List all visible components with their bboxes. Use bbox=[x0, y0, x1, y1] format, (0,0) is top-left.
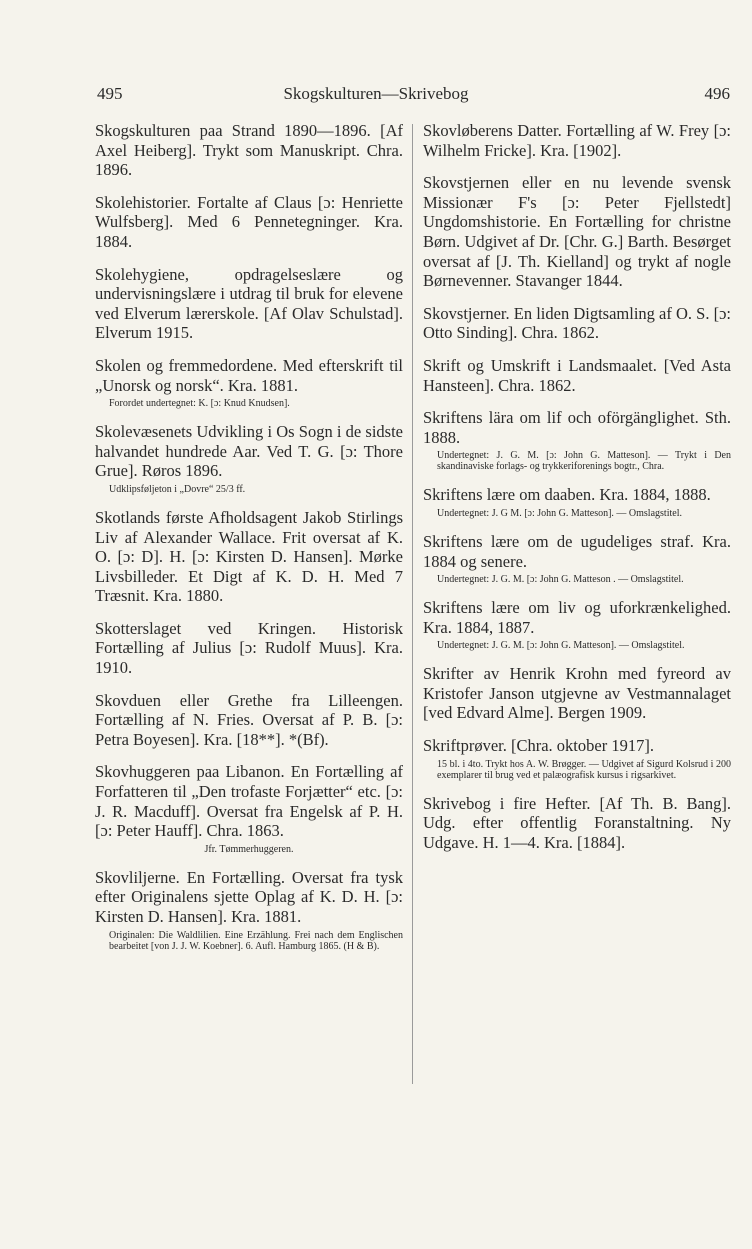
left-column bbox=[95, 121, 403, 965]
catalog-entry: Skriftens lära om lif och oförgänglighet. Sth. 1888. Undertegnet: J. G. M. [ɔ: John G. Matteson]. — Trykt i Den skandinaviske forlags- og trykkeriforenings bogtr., Chra. bbox=[423, 408, 731, 473]
column-divider bbox=[412, 124, 413, 1084]
catalog-entry: Skolen og fremmedordene. Med efterskrift til „Unorsk og norsk“. Kra. 1881. Forordet undertegnet: K. [ɔ: Knud Knudsen]. bbox=[95, 355, 403, 410]
catalog-entry: Skovstjerner. En liden Digtsamling af O. S. [ɔ: Otto Sinding]. Chra. 1862. bbox=[423, 303, 731, 343]
entry-note: Forordet undertegnet: K. [ɔ: Knud Knudsen]. bbox=[109, 398, 290, 410]
catalog-entry: Skovstjernen eller en nu levende svensk Missionær F's [ɔ: Peter Fjellstedt] Ungdomshistorie. En Fortælling for christne Børn. Udgivet af Dr. [Chr. G.] Barth. Besørget oversat af [J. Th. Kielland] og trykt af nogle Børnevenner. Stavanger 1844. bbox=[423, 173, 731, 291]
catalog-entry: Skovliljerne. En Fortælling. Oversat fra tysk efter Originalens sjette Oplag af K. D. H. [ɔ: Kirsten D. Hansen]. Kra. 1881. Originalen: Die Waldlilien. Eine Erzählung. Frei nach dem Englischen bearbeitet [von J. J. W. Koebner]. 6. Aufl. Hamburg 1865. (H & B). bbox=[95, 867, 403, 952]
entry-note: Jfr. Tømmerhuggeren. bbox=[204, 843, 294, 855]
entry-note: Originalen: Die Waldlilien. Eine Erzählung. Frei nach dem Englischen bearbeitet [von J. J. W. Koebner]. 6. Aufl. Hamburg 1865. (H & B). bbox=[109, 929, 403, 952]
entry-note: Udklipsføljeton i „Dovre“ 25/3 ff. bbox=[109, 483, 246, 495]
catalog-entry: Skogskulturen paa Strand 1890—1896. [Af Axel Heiberg]. Trykt som Manuskript. Chra. 1896. bbox=[95, 121, 403, 180]
catalog-entry: Skrivebog i fire Hefter. [Af Th. B. Bang]. Udg. efter offentlig Foranstaltning. Ny Udgave. H. 1—4. Kra. [1884]. bbox=[423, 793, 731, 852]
catalog-entry: Skovduen eller Grethe fra Lilleengen. Fortælling af N. Fries. Oversat af P. B. [ɔ: Petra Boyesen]. Kra. [18**]. *(Bf). bbox=[95, 690, 403, 749]
entry-note: Undertegnet: J. G. M. [ɔ: John G. Matteson]. — Omslagstitel. bbox=[437, 640, 685, 652]
catalog-entry: Skriftens lære om liv og uforkrænkelighed. Kra. 1884, 1887. Undertegnet: J. G. M. [ɔ: John G. Matteson]. — Omslagstitel. bbox=[423, 598, 731, 652]
entry-note: 15 bl. i 4to. Trykt hos A. W. Brøgger. — Udgivet af Sigurd Kolsrud i 200 exemplarer til brug ved et palæografisk kursus i rigsarkivet. bbox=[437, 758, 731, 781]
catalog-entry: Skolehistorier. Fortalte af Claus [ɔ: Henriette Wulfsberg]. Med 6 Pennetegninger. Kra. 1884. bbox=[95, 192, 403, 251]
running-title: Skogskulturen—Skrivebog bbox=[283, 84, 469, 103]
right-column bbox=[423, 121, 731, 865]
page-header bbox=[0, 84, 752, 108]
catalog-entry: Skovløberens Datter. Fortælling af W. Frey [ɔ: Wilhelm Fricke]. Kra. [1902]. bbox=[423, 121, 731, 160]
catalog-entry: Skriftprøver. [Chra. oktober 1917]. 15 bl. i 4to. Trykt hos A. W. Brøgger. — Udgivet af Sigurd Kolsrud i 200 exemplarer til brug ved et palæografisk kursus i rigsarkivet. bbox=[423, 736, 731, 781]
catalog-entry: Skriftens lære om daaben. Kra. 1884, 1888. Undertegnet: J. G M. [ɔ: John G. Matteson]. — Omslagstitel. bbox=[423, 485, 731, 519]
catalog-entry: Skotlands første Afholdsagent Jakob Stirlings Liv af Alexander Wallace. Frit oversat af K. O. [ɔ: D]. H. [ɔ: Kirsten D. Hansen]. Mørke Livsbilleder. Et Digt af K. D. H. Med 7 Træsnit. Kra. 1880. bbox=[95, 507, 403, 606]
entry-note: Undertegnet: J. G M. [ɔ: John G. Matteson]. — Omslagstitel. bbox=[437, 507, 682, 519]
catalog-entry: Skolehygiene, opdragelseslære og undervisningslære i utdrag til bruk for elevene ved Elverum lærerskole. [Af Olav Schulstad]. Elverum 1915. bbox=[95, 264, 403, 343]
catalog-entry: Skriftens lære om de ugudeliges straf. Kra. 1884 og senere. Undertegnet: J. G. M. [ɔ: John G. Matteson . — Omslagstitel. bbox=[423, 531, 731, 586]
catalog-entry: Skolevæsenets Udvikling i Os Sogn i de sidste halvandet hundrede Aar. Ved T. G. [ɔ: Thore Grue]. Røros 1896. Udklipsføljeton i „Dovre“ 25/3 ff. bbox=[95, 422, 403, 495]
catalog-entry: Skrifter av Henrik Krohn med fyreord av Kristofer Janson utgjevne av Vestmannalaget [ved Edvard Alme]. Bergen 1909. bbox=[423, 664, 731, 723]
catalog-entry: Skrift og Umskrift i Landsmaalet. [Ved Asta Hansteen]. Chra. 1862. bbox=[423, 355, 731, 395]
page-number-left: 495 bbox=[97, 84, 123, 103]
entry-note: Undertegnet: J. G. M. [ɔ: John G. Matteson . — Omslagstitel. bbox=[437, 574, 684, 586]
catalog-entry: Skotterslaget ved Kringen. Historisk Fortælling af Julius [ɔ: Rudolf Muus]. Kra. 1910. bbox=[95, 618, 403, 678]
catalog-entry: Skovhuggeren paa Libanon. En Fortælling af Forfatteren til „Den trofaste Forjætter“ etc. [ɔ: J. R. Macduff]. Oversat fra Engelsk af P. H. [ɔ: Peter Hauff]. Chra. 1863. Jfr. Tømmerhuggeren. bbox=[95, 762, 403, 855]
entry-note: Undertegnet: J. G. M. [ɔ: John G. Matteson]. — Trykt i Den skandinaviske forlags- og trykkeriforenings bogtr., Chra. bbox=[437, 450, 731, 473]
page-number-right: 496 bbox=[704, 84, 730, 103]
